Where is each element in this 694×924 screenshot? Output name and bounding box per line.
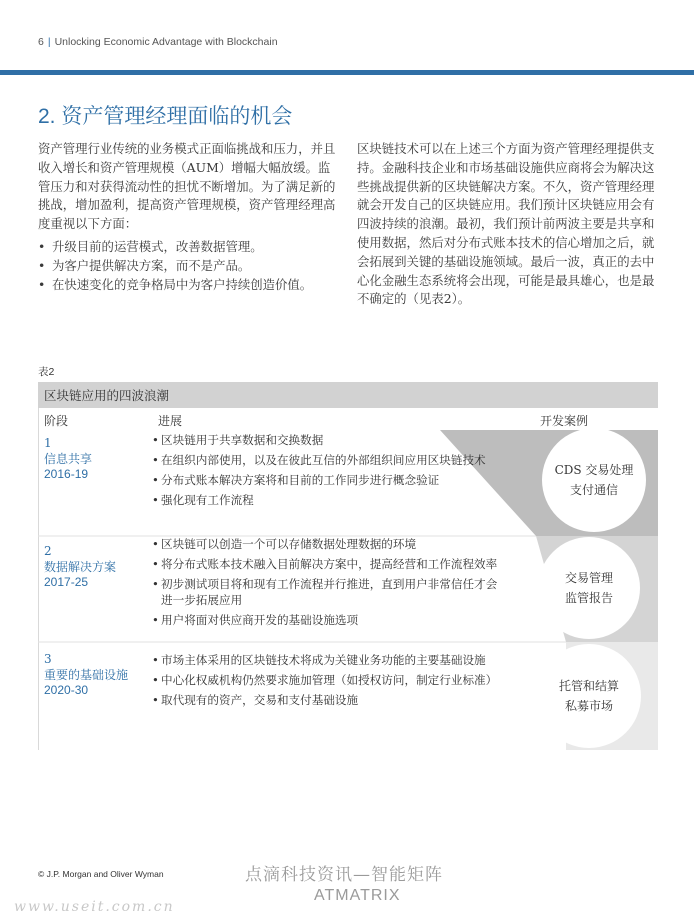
case-text-3 — [539, 676, 639, 716]
progress-item: • 将分布式账本技术融入目前解决方案中，提高经营和工作流程效率 — [152, 556, 502, 572]
progress-list — [152, 652, 502, 712]
right-paragraph: 区块链技术可以在上述三个方面为资产管理经理提供支持。金融科技企业和市场基础设施供应商将会为解决这些挑战提供新的区块链解决方案。不久，资产管理经理就会开发自己的区块链应用。我们预计区块链应用会有四波持续的浪潮。最初，我们预计前两波主要是共享和使用数据，然后对分布式账本技术的信心增加之后，就会拓展到关键的基础设施领域。最后一波，真正的去中心化金融生态系统将会出现，可能是最具雄心，也是最不确定的（见表2）。 — [357, 141, 655, 307]
left-paragraph: 资产管理行业传统的业务模式正面临挑战和压力，并且收入增长和资产管理规模（AUM）增幅大幅放缓。监管压力和对获得流动性的担忧不断增加。为了满足新的挑战，增加盈利，提高资产管理规模，资产管理经理高度重视以下方面： — [38, 141, 336, 232]
progress-item: • 中心化权威机构仍然要求施加管理（如授权访问，制定行业标准） — [152, 672, 502, 688]
case-text-2 — [539, 568, 639, 608]
case-line: 支付通信 — [569, 483, 618, 497]
stage-cell — [44, 652, 128, 699]
case-line: 托管和结算 — [558, 679, 619, 693]
page-number: 6 — [38, 36, 44, 48]
section-title: 2. 资产管理经理面临的机会 — [38, 105, 293, 128]
stage-cell — [44, 544, 116, 591]
progress-item: • 用户将面对供应商开发的基础设施选项 — [152, 612, 502, 628]
bullet-item: • 升级目前的运营模式，改善数据管理。 — [38, 238, 342, 257]
progress-item: • 初步测试项目将和现有工作流程并行推进，直到用户非常信任才会进一步拓展应用 — [152, 576, 502, 608]
progress-item: • 分布式账本解决方案将和目前的工作同步进行概念验证 — [152, 472, 502, 488]
stage-years: 2016-19 — [44, 467, 89, 481]
progress-list — [152, 432, 502, 512]
stage-number: 2 — [44, 544, 52, 558]
header-separator: | — [47, 36, 51, 48]
progress-item: • 取代现有的资产，交易和支付基础设施 — [152, 692, 502, 708]
bullet-item: • 为客户提供解决方案，而不是产品。 — [38, 257, 342, 276]
progress-list — [152, 536, 502, 632]
stage-years: 2017-25 — [44, 575, 89, 589]
bullet-item: • 在快速变化的竞争格局中为客户持续创造价值。 — [38, 276, 342, 295]
progress-item: • 区块链用于共享数据和交换数据 — [152, 432, 502, 448]
copyright-note: © J.P. Morgan and Oliver Wyman — [38, 869, 164, 879]
stage-number: 3 — [44, 652, 52, 666]
watermark-title: 点滴科技资讯—智能矩阵 — [245, 865, 443, 885]
case-line: 私募市场 — [564, 699, 613, 713]
stage-cell — [44, 436, 92, 483]
progress-item: • 强化现有工作流程 — [152, 492, 502, 508]
stage-number: 1 — [44, 436, 52, 450]
stage-years: 2020-30 — [44, 683, 89, 697]
case-text-1 — [544, 460, 644, 500]
watermark-url: www.useit.com.cn — [14, 899, 175, 915]
case-line: 监管报告 — [564, 591, 613, 605]
stage-name: 重要的基础设施 — [44, 667, 129, 682]
stage-name: 信息共享 — [44, 451, 93, 466]
running-title: Unlocking Economic Advantage with Blockchain — [54, 36, 278, 48]
column-header-stage: 阶段 — [44, 414, 69, 428]
case-line: CDS 交易处理 — [554, 463, 634, 477]
progress-item: • 区块链可以创造一个可以存储数据处理数据的环境 — [152, 536, 502, 552]
table-title: 区块链应用的四波浪潮 — [44, 388, 170, 403]
watermark-brand: ATMATRIX — [314, 887, 401, 904]
progress-item: • 市场主体采用的区块链技术将成为关键业务功能的主要基础设施 — [152, 652, 502, 668]
stage-name: 数据解决方案 — [44, 559, 117, 574]
progress-item: • 在组织内部使用，以及在彼此互信的外部组织间应用区块链技术 — [152, 452, 502, 468]
column-header-cases: 开发案例 — [540, 414, 589, 428]
column-header-progress: 进展 — [158, 414, 183, 428]
table-label: 表2 — [38, 366, 55, 378]
case-line: 交易管理 — [564, 571, 613, 585]
